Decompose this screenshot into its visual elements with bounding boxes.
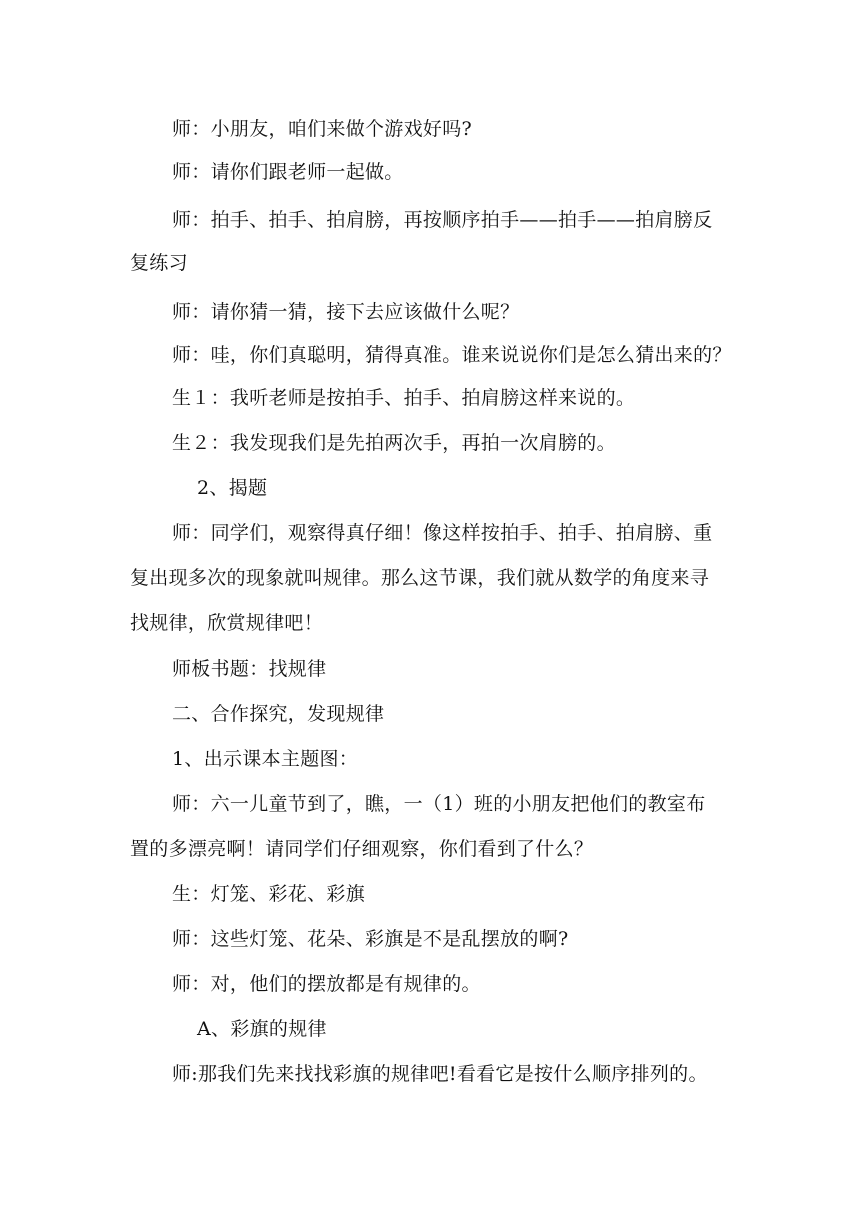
paragraph: 师：对，他们的摆放都是有规律的。 [172, 973, 481, 995]
section-heading: 2、揭题 [197, 477, 268, 499]
paragraph: 师：小朋友，咱们来做个游戏好吗? [172, 118, 472, 140]
paragraph: 师：请你们跟老师一起做。 [172, 161, 404, 183]
paragraph: 师：拍手、拍手、拍肩膀，再按顺序拍手——拍手——拍肩膀反 [172, 209, 713, 231]
paragraph-continuation: 置的多漂亮啊！请同学们仔细观察，你们看到了什么？ [130, 838, 594, 860]
subsection-heading: 1、出示课本主题图： [172, 748, 359, 770]
paragraph: 师：哇，你们真聪明，猜得真准。谁来说说你们是怎么猜出来的？ [172, 344, 732, 366]
paragraph-continuation: 复练习 [130, 252, 188, 274]
paragraph-continuation: 找规律，欣赏规律吧！ [130, 612, 324, 634]
paragraph: 生２：我发现我们是先拍两次手，再拍一次肩膀的。 [172, 432, 616, 454]
paragraph: 师：同学们，观察得真仔细！像这样按拍手、拍手、拍肩膀、重 [172, 522, 713, 544]
section-heading: 二、合作探究，发现规律 [172, 703, 385, 725]
paragraph: 师:那我们先来找找彩旗的规律吧!看看它是按什么顺序排列的。 [172, 1063, 708, 1085]
paragraph: 师：这些灯笼、花朵、彩旗是不是乱摆放的啊? [172, 928, 569, 950]
subsection-heading: A、彩旗的规律 [197, 1018, 327, 1040]
paragraph: 师：请你猜一猜，接下去应该做什么呢？ [172, 301, 520, 323]
paragraph: 师板书题：找规律 [172, 658, 327, 680]
paragraph: 生１：我听老师是按拍手、拍手、拍肩膀这样来说的。 [172, 387, 636, 409]
paragraph: 师：六一儿童节到了，瞧，一（1）班的小朋友把他们的教室布 [172, 793, 706, 815]
paragraph: 生：灯笼、彩花、彩旗 [172, 883, 366, 905]
paragraph-continuation: 复出现多次的现象就叫规律。那么这节课，我们就从数学的角度来寻 [130, 567, 710, 589]
